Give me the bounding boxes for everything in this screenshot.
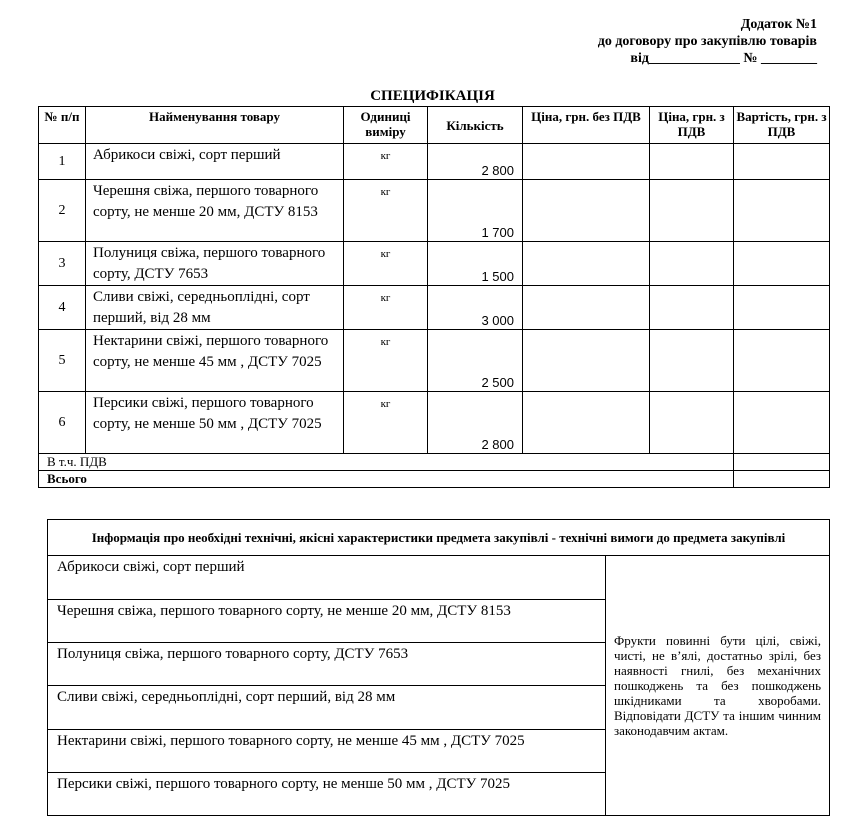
unit-cell: кг <box>344 144 428 180</box>
tech-item: Полуниця свіжа, першого товарного сорту, ДСТУ 7653 <box>48 643 606 686</box>
document-header <box>517 16 817 67</box>
specification-table <box>38 106 830 488</box>
unit-cell: кг <box>344 180 428 242</box>
row-number: 2 <box>39 180 86 242</box>
total-value-cell <box>734 471 830 488</box>
quantity-cell: 1 700 <box>428 180 523 242</box>
column-header-price-no-vat: Ціна, грн. без ПДВ <box>523 107 650 144</box>
total-row <box>39 471 830 488</box>
column-header-number: № п/п <box>39 107 86 144</box>
column-header-total-vat: Вартість, грн. з ПДВ <box>734 107 830 144</box>
tech-item: Персики свіжі, першого товарного сорту, не менше 50 мм , ДСТУ 7025 <box>48 773 606 816</box>
unit-cell: кг <box>344 392 428 454</box>
quantity-cell: 2 800 <box>428 144 523 180</box>
total-cell <box>734 392 830 454</box>
price-no-vat-cell <box>523 286 650 330</box>
unit-cell: кг <box>344 242 428 286</box>
table-row <box>39 392 830 454</box>
column-header-quantity: Кількість <box>428 107 523 144</box>
quantity-cell: 2 500 <box>428 330 523 392</box>
table-row <box>39 330 830 392</box>
row-number: 5 <box>39 330 86 392</box>
quantity-cell: 1 500 <box>428 242 523 286</box>
product-name: Абрикоси свіжі, сорт перший <box>86 144 344 180</box>
unit-cell: кг <box>344 330 428 392</box>
total-label: Всього <box>39 471 734 488</box>
price-vat-cell <box>650 330 734 392</box>
table-row <box>39 144 830 180</box>
tech-item: Черешня свіжа, першого товарного сорту, не менше 20 мм, ДСТУ 8153 <box>48 600 606 643</box>
tech-item: Сливи свіжі, середньоплідні, сорт перший, від 28 мм <box>48 686 606 730</box>
unit-cell: кг <box>344 286 428 330</box>
price-vat-cell <box>650 392 734 454</box>
appendix-title: Додаток №1 <box>740 17 817 32</box>
table-row <box>39 242 830 286</box>
column-header-name: Найменування товару <box>86 107 344 144</box>
price-no-vat-cell <box>523 242 650 286</box>
price-no-vat-cell <box>523 144 650 180</box>
column-header-price-vat: Ціна, грн. з ПДВ <box>650 107 734 144</box>
contract-reference: до договору про закупівлю товарів <box>597 34 817 49</box>
table-row <box>39 180 830 242</box>
list-item <box>48 556 830 600</box>
quantity-cell: 2 800 <box>428 392 523 454</box>
column-header-unit: Одиниці виміру <box>344 107 428 144</box>
price-no-vat-cell <box>523 330 650 392</box>
price-vat-cell <box>650 180 734 242</box>
product-name: Нектарини свіжі, першого товарного сорту, не менше 45 мм , ДСТУ 7025 <box>86 330 344 392</box>
total-cell <box>734 286 830 330</box>
price-vat-cell <box>650 286 734 330</box>
price-vat-cell <box>650 144 734 180</box>
tech-item: Абрикоси свіжі, сорт перший <box>48 556 606 600</box>
technical-requirements-table <box>47 519 830 816</box>
table-row <box>39 286 830 330</box>
tech-item: Нектарини свіжі, першого товарного сорту, не менше 45 мм , ДСТУ 7025 <box>48 730 606 773</box>
total-cell <box>734 242 830 286</box>
total-cell <box>734 330 830 392</box>
vat-row <box>39 454 830 471</box>
vat-label: В т.ч. ПДВ <box>39 454 734 471</box>
product-name: Персики свіжі, першого товарного сорту, не менше 50 мм , ДСТУ 7025 <box>86 392 344 454</box>
total-cell <box>734 180 830 242</box>
price-no-vat-cell <box>523 180 650 242</box>
specification-title: СПЕЦИФІКАЦІЯ <box>370 88 495 104</box>
total-cell <box>734 144 830 180</box>
row-number: 3 <box>39 242 86 286</box>
row-number: 4 <box>39 286 86 330</box>
quantity-cell: 3 000 <box>428 286 523 330</box>
technical-requirements-title: Інформація про необхідні технічні, якісні характеристики предмета закупівлі - технічні вимоги до предмета закупівлі <box>48 520 830 556</box>
price-no-vat-cell <box>523 392 650 454</box>
row-number: 1 <box>39 144 86 180</box>
contract-date-number: від_____________ № ________ <box>630 51 817 66</box>
quality-requirements: Фрукти повинні бути цілі, свіжі, чисті, не в’ялі, достатньо зрілі, без наявності гнилі, без механічних пошкоджень та без пошкоджень шкідниками та хворобами. Відповідати ДСТУ та іншим чинним законодавчим актам. <box>606 556 830 816</box>
product-name: Полуниця свіжа, першого товарного сорту, ДСТУ 7653 <box>86 242 344 286</box>
price-vat-cell <box>650 242 734 286</box>
vat-value-cell <box>734 454 830 471</box>
product-name: Черешня свіжа, першого товарного сорту, не менше 20 мм, ДСТУ 8153 <box>86 180 344 242</box>
row-number: 6 <box>39 392 86 454</box>
table-header-row <box>39 107 830 144</box>
product-name: Сливи свіжі, середньоплідні, сорт перший, від 28 мм <box>86 286 344 330</box>
